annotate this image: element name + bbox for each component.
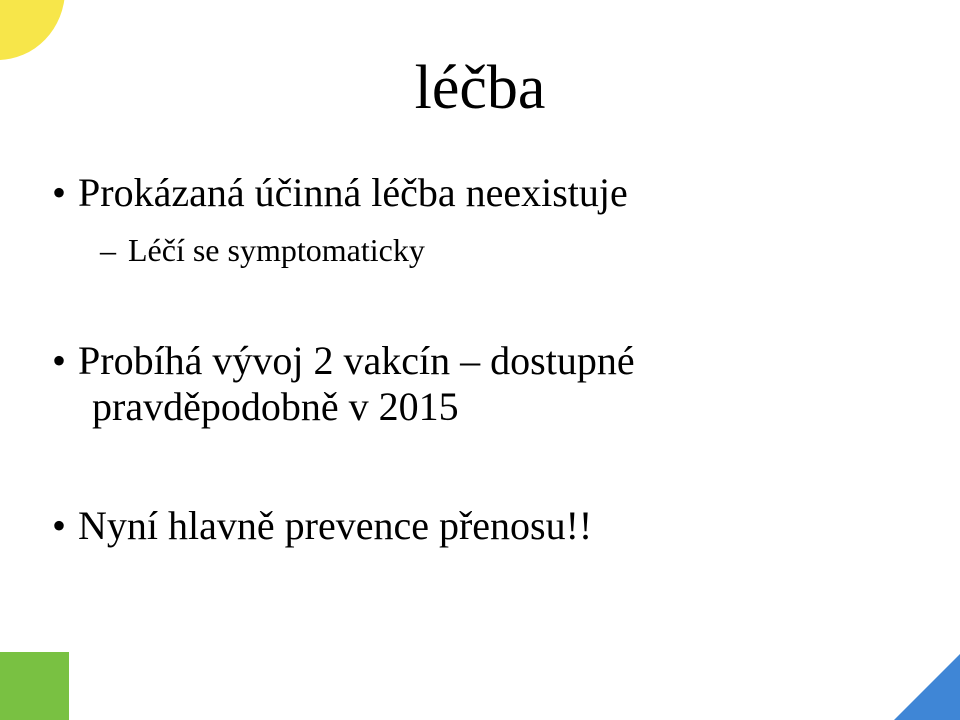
slide-title: léčba <box>414 54 546 122</box>
bullet-text: Nyní hlavně prevence přenosu!! <box>78 503 593 548</box>
bullet-text: Prokázaná účinná léčba neexistuje <box>78 170 628 215</box>
sub-bullet-text: Léčí se symptomaticky <box>128 232 425 268</box>
sub-bullet-marker: – <box>100 232 116 268</box>
bullet-marker: • <box>52 170 67 215</box>
bullet-continuation-text: pravděpodobně v 2015 <box>92 384 459 429</box>
blue-triangle-decoration <box>894 654 960 720</box>
bullet-text: Probíhá vývoj 2 vakcín – dostupné <box>78 338 635 383</box>
bullet-item <box>52 503 593 548</box>
green-square-decoration <box>0 652 69 720</box>
bullet-item <box>52 170 628 215</box>
sub-bullet-item <box>100 231 425 269</box>
blue-triangle-shape <box>894 654 960 720</box>
bullet-marker: • <box>52 503 67 548</box>
bullet-marker: • <box>52 338 67 383</box>
bullet-item <box>52 338 635 383</box>
